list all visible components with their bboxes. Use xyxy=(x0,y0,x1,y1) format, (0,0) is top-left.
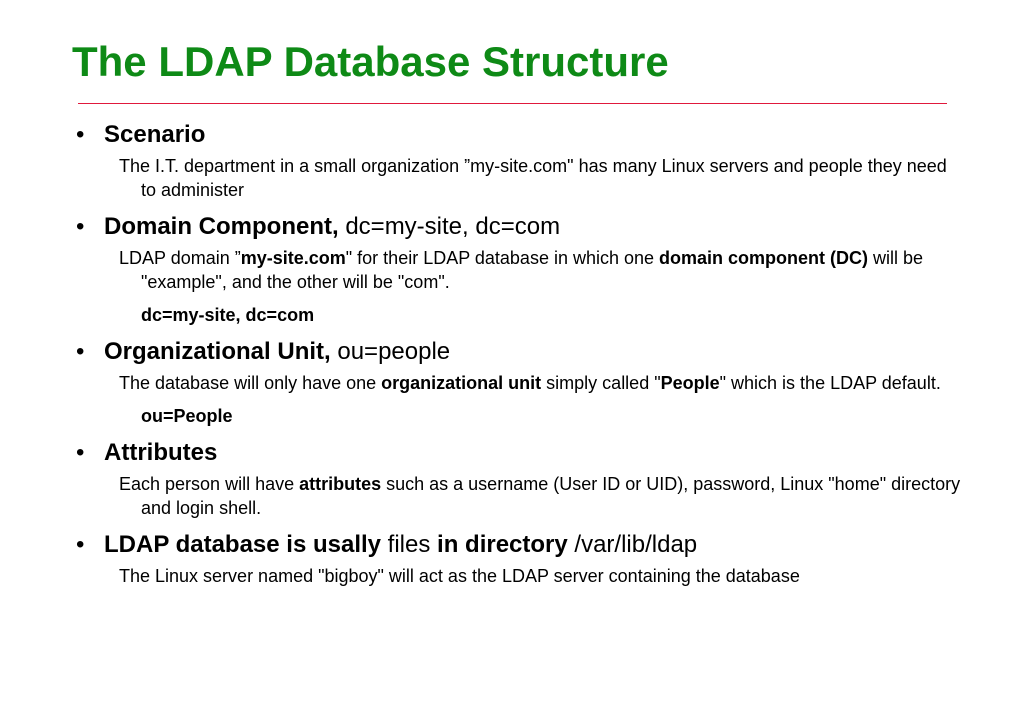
bullet-scenario xyxy=(0,120,1024,150)
bullet-heading: Attributes xyxy=(104,439,218,466)
bullet-description xyxy=(0,472,1024,520)
example-value: dc=my-site, dc=com xyxy=(141,305,315,325)
bullet-heading: Domain Component, xyxy=(104,213,339,240)
desc-bold: organizational unit xyxy=(381,373,542,393)
desc-text: Each person will have xyxy=(119,474,300,494)
bullet-heading: Organizational Unit, xyxy=(104,338,331,365)
bullet-description xyxy=(0,246,1024,294)
desc-bold: People xyxy=(660,373,720,393)
bullet-domain-component xyxy=(0,212,1024,242)
desc-bold: domain component (DC) xyxy=(659,248,869,268)
bullet-dot: • xyxy=(76,213,85,240)
desc-text: such as a username (User ID or UID), password, Linux "home" directory and login shell. xyxy=(141,474,961,518)
desc-text: " for their LDAP database in which one xyxy=(345,248,660,268)
bullet-heading: LDAP database is usally xyxy=(104,531,382,558)
bullet-heading-value: ou=people xyxy=(330,338,451,365)
bullet-heading: in directory xyxy=(437,531,568,558)
bullet-heading-value: dc=my-site, dc=com xyxy=(338,213,561,240)
desc-bold: my-site.com xyxy=(240,248,346,268)
bullet-description: The Linux server named "bigboy" will act as the LDAP server containing the database xyxy=(119,566,800,586)
desc-text: " which is the LDAP default. xyxy=(719,373,941,393)
desc-text: will be "example", and the other will be "com". xyxy=(141,248,924,292)
desc-text: LDAP domain ” xyxy=(119,248,241,268)
bullet-attributes xyxy=(0,438,1024,468)
title-divider xyxy=(78,103,947,104)
example-value: ou=People xyxy=(141,406,233,426)
desc-bold: attributes xyxy=(299,474,382,494)
bullet-dot: • xyxy=(76,439,85,466)
bullet-heading-value: /var/lib/ldap xyxy=(567,531,698,558)
bullet-heading: Scenario xyxy=(104,121,206,148)
bullet-dot: • xyxy=(76,531,85,558)
desc-text: The database will only have one xyxy=(119,373,382,393)
bullet-heading-text: files xyxy=(381,531,438,558)
bullet-description: The I.T. department in a small organization ”my-site.com" has many Linux servers and people they need to administer xyxy=(119,156,947,200)
bullet-description xyxy=(0,371,1024,395)
bullet-ldap-files xyxy=(0,530,1024,560)
bullet-organizational-unit xyxy=(0,337,1024,367)
bullet-dot: • xyxy=(76,338,85,365)
bullet-dot: • xyxy=(76,121,85,148)
slide-title: The LDAP Database Structure xyxy=(72,38,669,85)
desc-text: simply called " xyxy=(541,373,661,393)
slide-content xyxy=(0,118,1024,588)
